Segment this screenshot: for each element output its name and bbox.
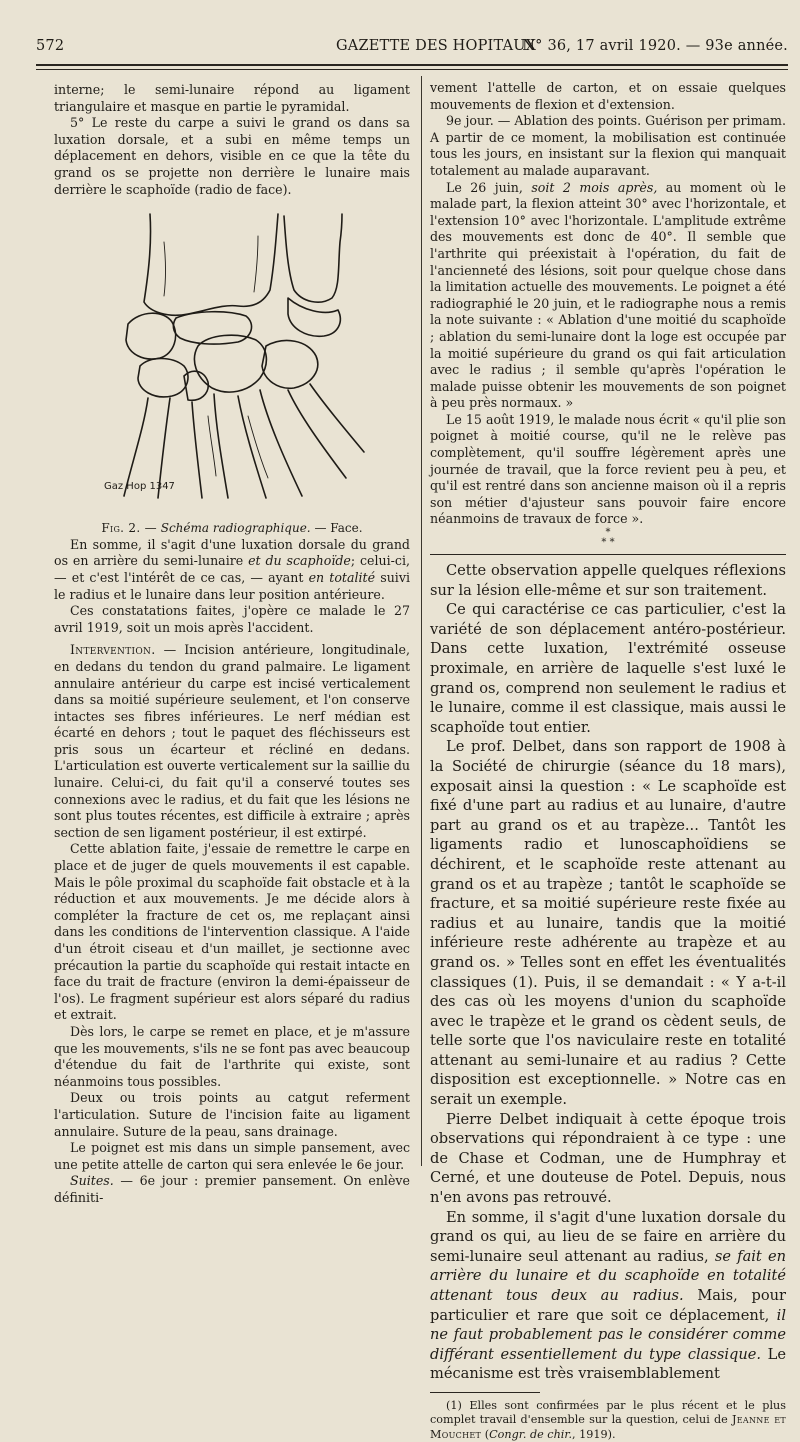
footnote: (1) Elles sont confirmées par le plus récent et le plus complet travail d'ensemble sur la question, celui de Jeanne et Mouchet (Congr. de chir., 1919). [430,1398,786,1441]
caption-fig-number: Fig. 2. — [101,521,157,536]
paragraph: Cette observation appelle quelques réflexions sur la lésion elle-même et sur son traitement. [430,562,786,599]
section-label-intervention: Intervention. [70,642,156,658]
section-label-suites: Suites. [70,1173,114,1189]
figure-radiographic-schema [54,206,410,516]
left-column [54,82,410,1207]
section-rule [430,554,786,555]
paragraph: En somme, il s'agit d'une luxation dorsale du grand os en arrière du semi-lunaire et du scaphoïde; celui-ci, — et c'est l'intérêt de ce cas, — ayant en totalité suivi le radius et le lunaire dans leur position antérieure. [54,536,410,602]
paragraph: Le 15 août 1919, le malade nous écrit « qu'il plie son poignet à moitié course, qu'il ne le relève pas complètement, qu'il souffre légèrement après une journée de travail, que la force revient peu à peu, et qu'il est rentré dans son ancienne maison où il a repris son métier d'ajusteur sans pouvoir faire encore néanmoins de travaux de force ». [430,411,786,527]
wrist-schema-drawing [88,206,388,506]
page-number: 572 [36,38,65,54]
caption-title: Schéma radiographique. [160,521,311,536]
journal-title: GAZETTE DES HOPITAUX [336,38,537,54]
figure-caption [54,520,410,537]
paragraph: Cette ablation faite, j'essaie de remettre le carpe en place et de juger de quels mouvements il est capable. Mais le pôle proximal du scaphoïde fait obstacle et à la réduction et aux mouvements. Je me décide alors à compléter la fracture de cet os, me replaçant ainsi dans les conditions de l'intervention classique. A l'aide d'un étroit ciseau et d'un maillet, je sectionne avec précaution la partie du scaphoïde qui restait intacte en face du trait de fracture (environ la demi-épaisseur de l'os). Le fragment supérieur est alors séparé du radius et extrait. [54,841,410,1023]
paragraph: Ces constatations faites, j'opère ce malade le 27 avril 1919, soit un mois après l'accident. [54,603,410,635]
paragraph: Pierre Delbet indiquait à cette époque trois observations qui répondraient à ce type : une de Chase et Codman, une de Humphray et Cerné, et une douteuse de Potel. Depuis, nous n'en avons pas retrouvé. [430,1110,786,1207]
paragraph: Le prof. Delbet, dans son rapport de 1908 à la Société de chirurgie (séance du 18 mars), exposait ainsi la question : « Le scaphoïde est fixé d'une part au radius et au lunaire, d'autre part au grand os et au trapèze... Tantôt les ligaments radio et lunoscaphoïdiens se déchirent, et le scaphoïde reste attenant au grand os et au trapèze ; tantôt le scaphoïde se fracture, et sa moitié supérieure reste fixée au radius et au lunaire, tandis que la moitié inférieure reste adhérente au trapèze et au grand os. » Telles sont en effet les éventualités classiques (1). Puis, il se demandait : « Y a-t-il des cas où les moyens d'union du scaphoïde avec le trapèze et le grand os cèdent seuls, de telle sorte que l'os naviculaire reste en totalité attenant au semi-lunaire et au radius ? Cette disposition est exceptionnelle. » Notre cas en serait un exemple. [430,738,786,1109]
section-separator-stars: * * * [601,527,615,549]
header-rule-thick [36,64,788,66]
paragraph: 5° Le reste du carpe a suivi le grand os dans sa luxation dorsale, et a subi en même temps un déplacement en dehors, visible en ce que la tête du grand os se projette non derrière le lunaire mais derrière le scaphoïde (radio de face). [54,115,410,197]
paragraph: Intervention. — Incision antérieure, longitudinale, en dedans du tendon du grand palmaire. Le ligament annulaire antérieur du carpe est incisé verticalement dans sa moitié supérieure seulement, et l'on conserve intactes ses fibres inférieures. Le nerf médian est écarté en dehors ; tout le paquet des fléchisseurs est pris sous un écarteur et récliné en dedans. L'articulation est ouverte verticalement sur la saillie du lunaire. Celui-ci, du fait qu'il a conservé toutes ses connexions avec le radius, et du fait que les lésions ne sont plus toutes récentes, est difficile à extraire ; après section de sen ligament postérieur, il est extirpé. [54,642,410,840]
header-rule-thin [36,69,788,70]
right-column [430,80,786,1442]
paragraph: En somme, il s'agit d'une luxation dorsale du grand os qui, au lieu de se faire en arrière du semi-lunaire seul attenant au radius, se fait en arrière du lunaire et du scaphoïde en totalité attenant tous deux au radius. Mais, pour particulier et rare que soit ce déplacement, il ne faut probablement pas le considérer comme différant essentiellement du type classique. Le mécanisme est très vraisemblablement [430,1208,787,1383]
paragraph: Suites. — 6e jour : premier pansement. On enlève définiti- [54,1173,410,1205]
page-header [36,34,788,60]
figure-mark: Gaz Hop 1347 [104,481,175,493]
paragraph: Deux ou trois points au catgut referment l'articulation. Suture de l'incision faite au ligament annulaire. Suture de la peau, sans drainage. [54,1090,410,1139]
paragraph: Le poignet est mis dans un simple pansement, avec une petite attelle de carton qui sera enlevée le 6e jour. [54,1140,410,1172]
paragraph: 9e jour. — Ablation des points. Guérison per primam. A partir de ce moment, la mobilisation est continuée tous les jours, en insistant sur la flexion qui manquait totalement au malade auparavant. [430,113,786,178]
paragraph: Le 26 juin, soit 2 mois après, au moment où le malade part, la flexion atteint 30° avec l'horizontale, et l'extension 10° avec l'horizontale. L'amplitude extrême des mouvements est donc de 40°. Il semble que l'arthrite qui préexistait à l'opération, du fait de l'ancienneté des lésions, soit pour quelque chose dans la limitation actuelle des mouvements. Le poignet a été radiographié le 20 juin, et le radiographe nous a remis la note suivante : « Ablation d'une moitié du scaphoïde ; ablation du semi-lunaire dont la loge est occupée par la moitié supérieure du grand os qui fait articulation avec le radius ; il semble qu'après l'opération le malade puisse obtenir les mouvements de son poignet à peu près normaux. » [430,179,786,411]
paragraph: interne; le semi-lunaire répond au ligament triangulaire et masque en partie le pyramidal. [54,82,410,114]
issue-info: N° 36, 17 avril 1920. — 93e année. [522,38,788,54]
paragraph: vement l'attelle de carton, et on essaie quelques mouvements de flexion et d'extension. [430,80,786,112]
column-divider [421,76,422,1166]
caption-view: — Face. [314,521,363,536]
footnote-rule [430,1392,540,1393]
paragraph: Dès lors, le carpe se remet en place, et je m'assure que les mouvements, s'ils ne se font pas avec beaucoup d'étendue du fait de l'arthrite qui existe, sont néanmoins tous possibles. [54,1023,410,1089]
paragraph: Ce qui caractérise ce cas particulier, c'est la variété de son déplacement antéro-postérieur. Dans cette luxation, l'extrémité osseuse proximale, en arrière de laquelle s'est luxé le grand os, comprend non seulement le radius et le lunaire, comme il est classique, mais aussi le scaphoïde tout entier. [430,601,786,736]
